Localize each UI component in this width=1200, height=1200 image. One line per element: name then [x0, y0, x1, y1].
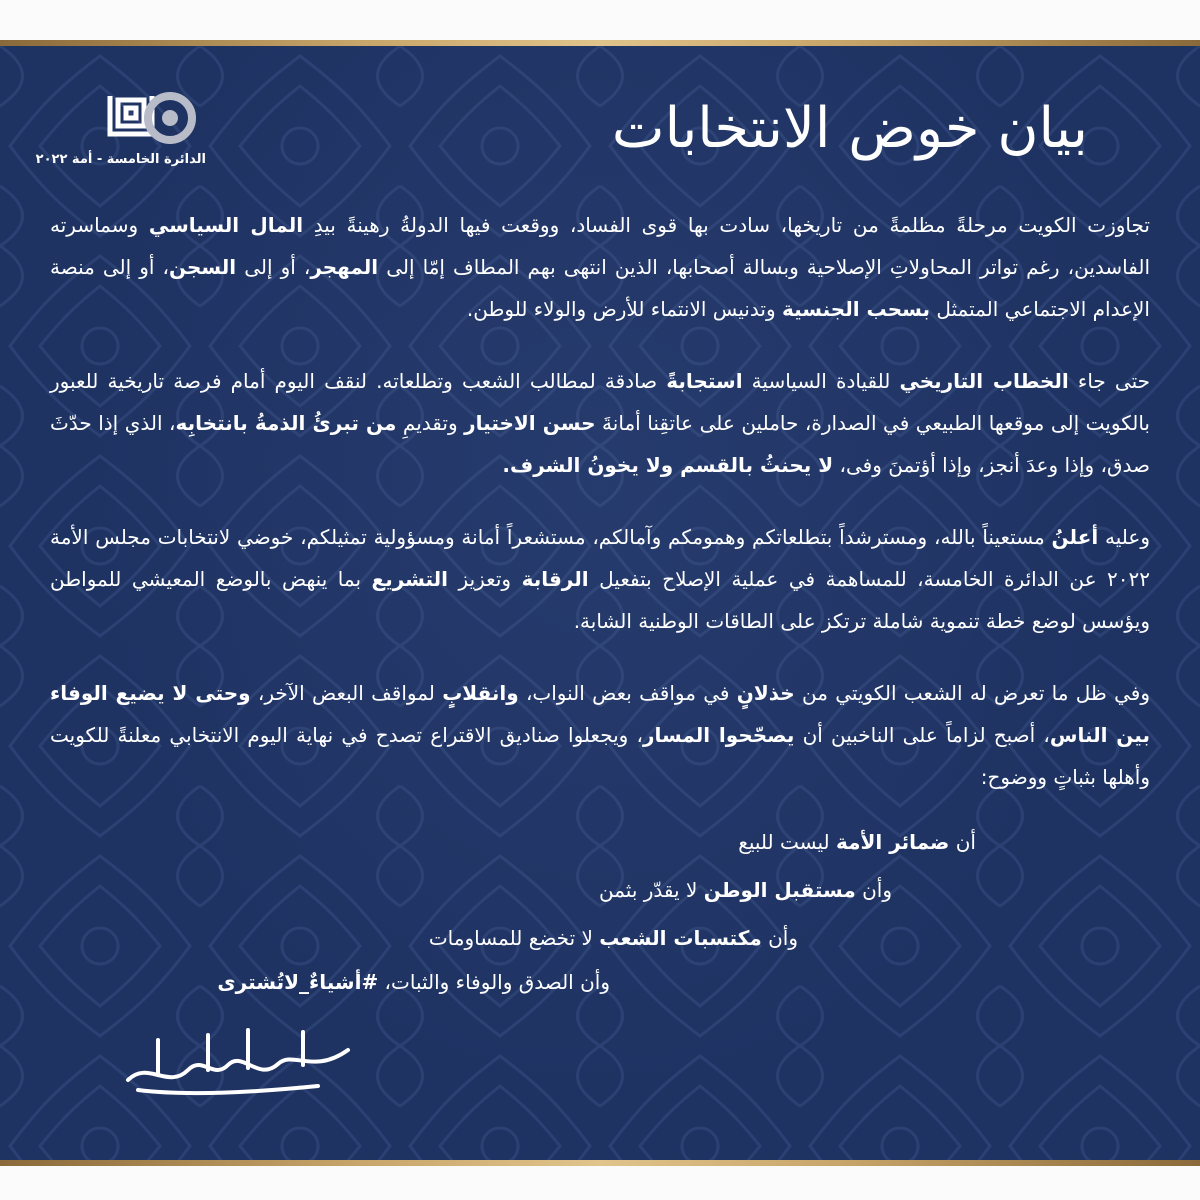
paragraph-emphasis: المهجر — [310, 255, 379, 279]
statement-body — [50, 204, 1150, 828]
closing-text: أن — [949, 830, 976, 854]
paragraph-text: لمواقف البعض الآخر، — [250, 681, 443, 705]
paragraph-4 — [50, 672, 1150, 798]
logo-caption: الدائرة الخامسة - أمة ٢٠٢٢ — [35, 152, 206, 167]
closing-line-3 — [429, 926, 798, 950]
paragraph-emphasis: حسن الاختيار — [464, 411, 596, 435]
paragraph-text: في مواقف بعض النواب، — [518, 681, 737, 705]
closing-emphasis: مكتسبات الشعب — [599, 926, 762, 950]
paragraph-text: وسماسرته الفاسدين، رغم تواتر المحاولاتِ الإصلاحية وبسالة أصحابها، الذين انتهى بهم المطاف إمّا إلى — [50, 213, 1151, 279]
paragraph-emphasis: المال السياسي — [148, 213, 304, 237]
top-white-band — [0, 0, 1200, 40]
paragraph-emphasis: استجابةً — [666, 369, 743, 393]
bottom-white-band — [0, 1166, 1200, 1200]
closing-emphasis: #أشياءٌ_لاتُشترى — [217, 970, 379, 994]
closing-text: وأن الصدق والوفاء والثبات، — [378, 970, 610, 994]
paragraph-text: صادقة لمطالب الشعب وتطلعاته. لنقف اليوم أمام فرصة تاريخية للعبور بالكويت إلى موقعها الطبيعي في الصدارة، حاملين على عاتقِنا أمانةَ — [50, 369, 1150, 435]
paragraph-emphasis: يصحّحوا المسار — [642, 723, 795, 747]
paragraph-text: ، أو إلى منصة الإعدام الاجتماعي المتمثل — [50, 255, 1150, 321]
paragraph-text: حتى جاء — [1068, 369, 1150, 393]
paragraph-text: وفي ظل ما تعرض له الشعب الكويتي من — [794, 681, 1150, 705]
paragraph-emphasis: خذلانٍ — [736, 681, 795, 705]
paragraph-2 — [50, 360, 1150, 486]
paragraph-emphasis: السجن — [169, 255, 237, 279]
paragraph-text: بما ينهض بالوضع المعيشي للمواطن ويؤسس لوضع خطة تنموية شاملة ترتكز على الطاقات الوطنية الشابة. — [50, 567, 1150, 633]
paragraph-text: ، أصبح لزاماً على الناخبين أن — [794, 723, 1050, 747]
closing-text: ليست للبيع — [738, 830, 836, 854]
paragraph-emphasis: الخطاب التاريخي — [899, 369, 1069, 393]
paragraph-emphasis: من تبرئُ الذمةُ بانتخابِه — [175, 411, 397, 435]
paragraph-text: مستعيناً بالله، ومسترشداً بتطلعاتكم وهمومكم وآمالكم، مستشعراً أمانة ومسؤولية تمثيلكم، خوضي لانتخابات مجلس الأمة ٢٠٢٢ عن الدائرة الخامسة، للمساهمة في عملية الإصلاح بتفعيل — [50, 525, 1150, 591]
paragraph-emphasis: أعلنُ — [1051, 525, 1099, 549]
paragraph-emphasis: وانقلابٍ — [442, 681, 519, 705]
paragraph-text: ، ويجعلوا صناديق الاقتراع تصدح في نهاية اليوم الانتخابي معلنةً للكويت وأهلها بثباتٍ ووضوح: — [50, 723, 1150, 789]
closing-line-4 — [217, 970, 610, 994]
paragraph-text: وتعزيز — [448, 567, 522, 591]
paragraph-emphasis: وحتى لا يضيع الوفاء بين الناس — [50, 681, 1150, 747]
paragraph-1 — [50, 204, 1150, 330]
closing-emphasis: ضمائر الأمة — [835, 830, 950, 854]
closing-text: لا تخضع للمساومات — [428, 926, 600, 950]
paragraph-text: ، أو إلى — [236, 255, 311, 279]
closing-text: وأن — [761, 926, 798, 950]
paragraph-text: وتدنيس الانتماء للأرض والولاء للوطن. — [466, 297, 782, 321]
closing-emphasis: مستقبل الوطن — [703, 878, 856, 902]
paragraph-emphasis: التشريع — [371, 567, 449, 591]
paragraph-text: وعليه — [1098, 525, 1150, 549]
signature-image — [118, 1020, 358, 1100]
paragraph-emphasis: بسحب الجنسية — [781, 297, 930, 321]
paragraph-text: تجاوزت الكويت مرحلةً مظلمةً من تاريخها، سادت بها قوى الفساد، ووقعت فيها الدولةُ رهينةً بيدِ — [303, 213, 1150, 237]
paragraph-text: ، الذي إذا حدّثَ صدق، وإذا وعدَ أنجز، وإذا أؤتمنَ وفى، — [50, 411, 1150, 477]
closing-text: وأن — [855, 878, 892, 902]
paragraph-emphasis: لا يحنثُ بالقسم ولا يخونُ الشرف. — [502, 453, 834, 477]
paragraph-text: للقيادة السياسية — [742, 369, 900, 393]
paragraph-3 — [50, 516, 1150, 642]
closing-line-2 — [599, 878, 892, 902]
closing-line-1 — [738, 830, 976, 854]
paragraph-text: وتقديمِ — [396, 411, 465, 435]
closing-text: لا يقدّر بثمن — [599, 878, 704, 902]
paragraph-emphasis: الرقابة — [521, 567, 589, 591]
page-title: بيان خوض الانتخابات — [611, 96, 1088, 161]
